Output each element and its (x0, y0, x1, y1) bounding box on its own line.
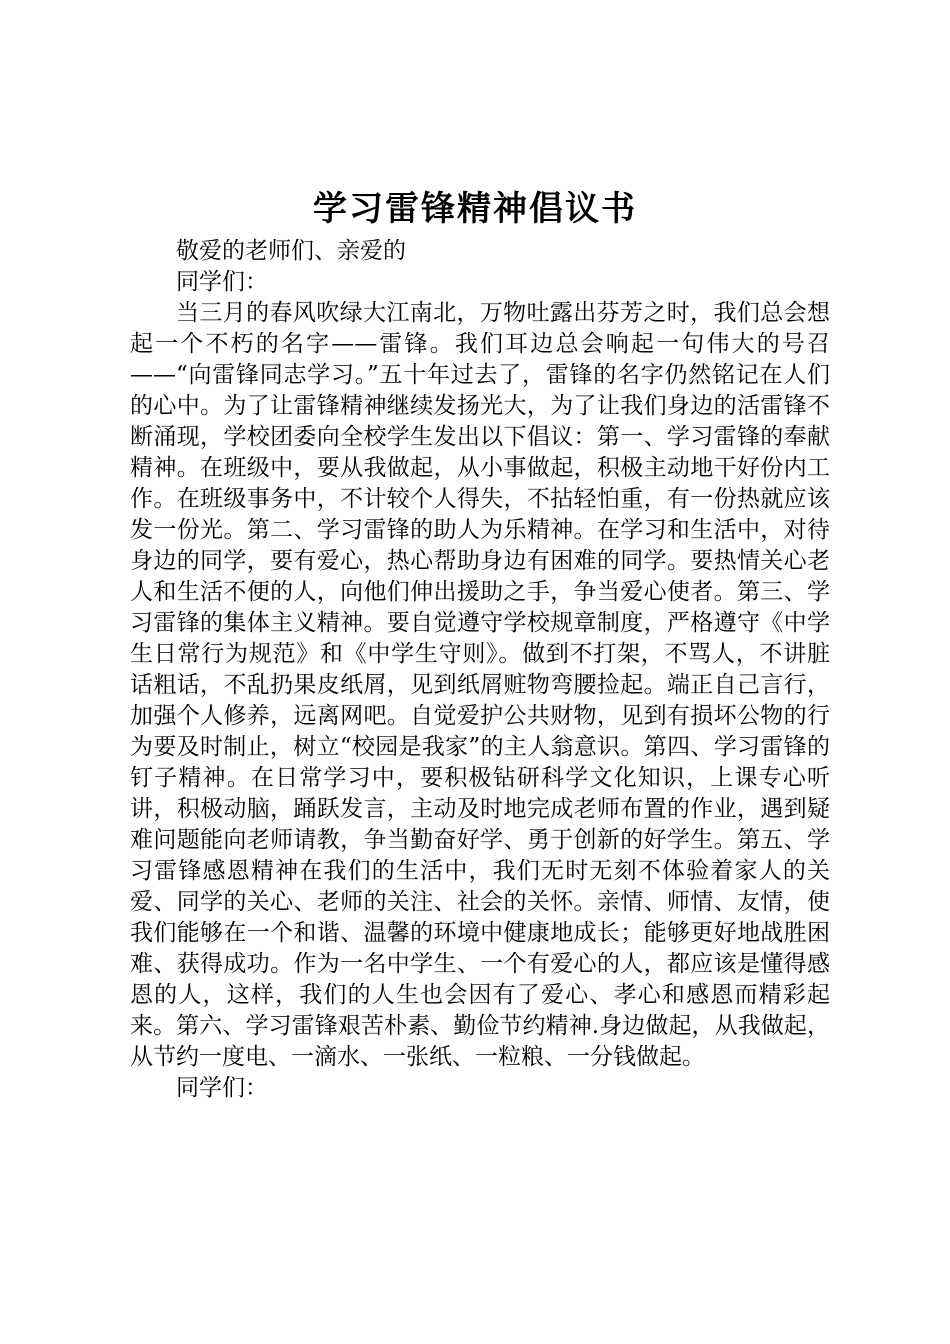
salutation-line-1: 敬爱的老师们、亲爱的 (176, 238, 406, 264)
salutation-line-2: 同学们： (176, 269, 268, 295)
document-title: 学习雷锋精神倡议书 (313, 189, 637, 229)
closing-salutation: 同学们： (176, 1075, 268, 1101)
document-content (130, 236, 830, 1104)
body-paragraph: 当三月的春风吹绿大江南北，万物吐露出芬芳之时，我们总会想起一个不朽的名字——雷锋。我们耳边总会响起一句伟大的号召——“向雷锋同志学习。”五十年过去了，雷锋的名字仍然铭记在人们的心中。为了让雷锋精神继续发扬光大，为了让我们身边的活雷锋不断涌现，学校团委向全校学生发出以下倡议：第一、学习雷锋的奉献精神。在班级中，要从我做起，从小事做起，积极主动地干好份内工作。在班级事务中，不计较个人得失，不拈轻怕重，有一份热就应该发一份光。第二、学习雷锋的助人为乐精神。在学习和生活中，对待身边的同学，要有爱心，热心帮助身边有困难的同学。要热情关心老人和生活不便的人，向他们伸出援助之手，争当爱心使者。第三、学习雷锋的集体主义精神。要自觉遵守学校规章制度，严格遵守《中学生日常行为规范》和《中学生守则》。做到不打架，不骂人，不讲脏话粗话，不乱扔果皮纸屑，见到纸屑赃物弯腰捡起。端正自己言行，加强个人修养，远离网吧。自觉爱护公共财物，见到有损坏公物的行为要及时制止，树立“校园是我家”的主人翁意识。第四、学习雷锋的钉子精神。在日常学习中，要积极钻研科学文化知识，上课专心听讲，积极动脑，踊跃发言，主动及时地完成老师布置的作业，遇到疑难问题能向老师请教，争当勤奋好学、勇于创新的好学生。第五、学习雷锋感恩精神在我们的生活中，我们无时无刻不体验着家人的关爱、同学的关心、老师的关注、社会的关怀。亲情、师情、友情，使我们能够在一个和谐、温馨的环境中健康地成长；能够更好地战胜困难、获得成功。作为一名中学生、一个有爱心的人，都应该是懂得感恩的人，这样，我们的人生也会因有了爱心、孝心和感恩而精彩起来。第六、学习雷锋艰苦朴素、勤俭节约精神.身边做起，从我做起，从节约一度电、一滴水、一张纸、一粒粮、一分钱做起。 (130, 300, 830, 1070)
